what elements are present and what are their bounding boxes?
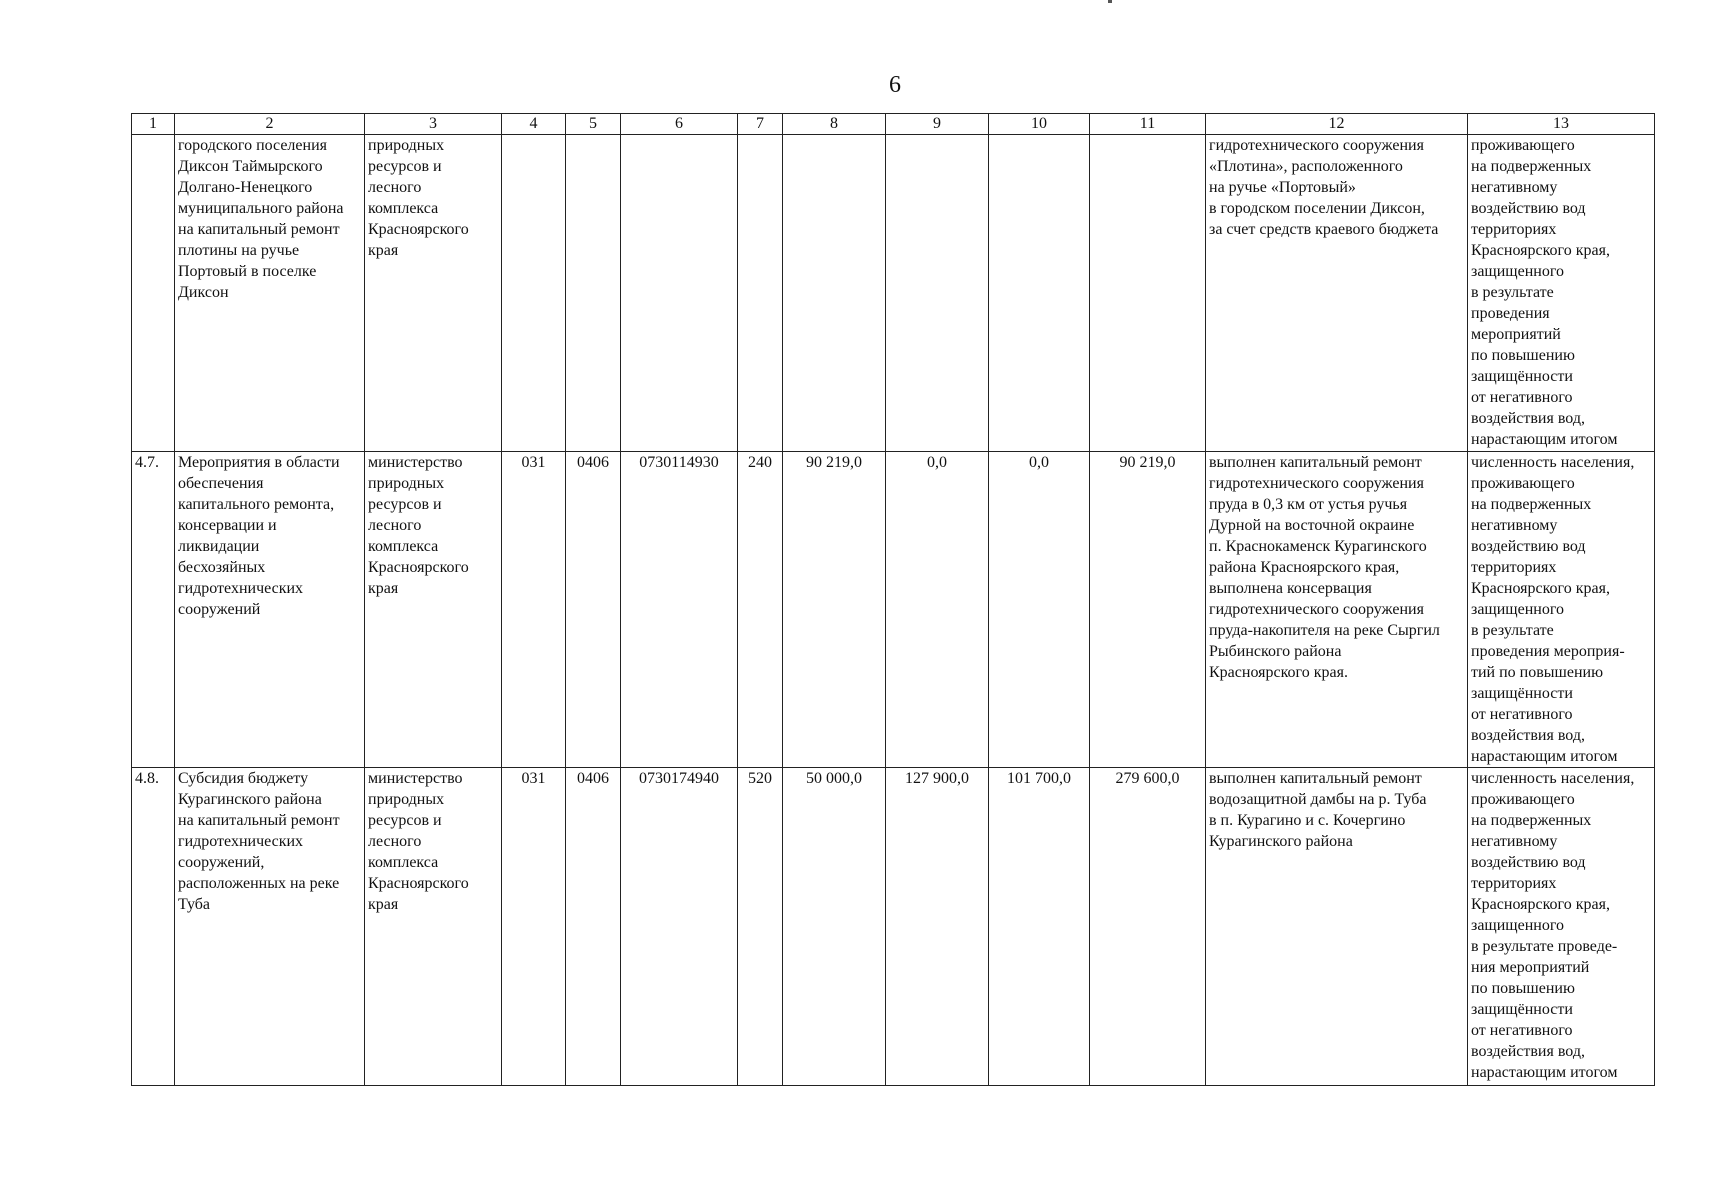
- responsible-org: министерство природных ресурсов и лесного комплекса Красноярского края: [365, 768, 502, 1086]
- amount-col-10: 0,0: [989, 452, 1090, 768]
- code-rzpr: 0406: [566, 452, 621, 768]
- code-rzpr: [566, 135, 621, 452]
- amount-col-11: [1090, 135, 1206, 452]
- code-grbs: 031: [502, 768, 566, 1086]
- col-header-8: 8: [783, 114, 886, 135]
- code-csr: [621, 135, 738, 452]
- amount-col-10: [989, 135, 1090, 452]
- expected-result: выполнен капитальный ремонт водозащитной дамбы на р. Туба в п. Курагино и с. Кочергино Курагинского района: [1206, 768, 1468, 1086]
- table-row: [132, 768, 1655, 1086]
- col-header-6: 6: [621, 114, 738, 135]
- table-row: [132, 135, 1655, 452]
- row-number: 4.8.: [132, 768, 175, 1086]
- col-header-3: 3: [365, 114, 502, 135]
- col-header-13: 13: [1468, 114, 1655, 135]
- indicator: численность населения, проживающего на подверженных негативному воздействию вод территориях Красноярского края, защищенного в результате проведения мероприя- тий по повышению защищённости от негативного воздействия вод, нарастающим итогом: [1468, 452, 1655, 768]
- code-grbs: 031: [502, 452, 566, 768]
- col-header-4: 4: [502, 114, 566, 135]
- col-header-1: 1: [132, 114, 175, 135]
- measure-name: городского поселения Диксон Таймырского Долгано-Ненецкого муниципального района на капитальный ремонт плотины на ручье Портовый в поселке Диксон: [175, 135, 365, 452]
- amount-col-10: 101 700,0: [989, 768, 1090, 1086]
- row-number: 4.7.: [132, 452, 175, 768]
- budget-table: [131, 113, 1655, 1086]
- measure-name: Мероприятия в области обеспечения капитального ремонта, консервации и ликвидации бесхозяйных гидротехнических сооружений: [175, 452, 365, 768]
- col-header-7: 7: [738, 114, 783, 135]
- col-header-11: 11: [1090, 114, 1206, 135]
- amount-col-8: 90 219,0: [783, 452, 886, 768]
- amount-col-9: 0,0: [886, 452, 989, 768]
- code-rzpr: 0406: [566, 768, 621, 1086]
- indicator: численность населения, проживающего на подверженных негативному воздействию вод территориях Красноярского края, защищенного в результате проведе- ния мероприятий по повышению защищённости от негативного воздействия вод, нарастающим итогом: [1468, 768, 1655, 1086]
- table-header-row: [132, 114, 1655, 135]
- col-header-2: 2: [175, 114, 365, 135]
- row-number: [132, 135, 175, 452]
- code-vr: [738, 135, 783, 452]
- amount-col-11: 90 219,0: [1090, 452, 1206, 768]
- amount-col-9: [886, 135, 989, 452]
- measure-name: Субсидия бюджету Курагинского района на капитальный ремонт гидротехнических сооружений, расположенных на реке Туба: [175, 768, 365, 1086]
- code-csr: 0730174940: [621, 768, 738, 1086]
- responsible-org: министерство природных ресурсов и лесного комплекса Красноярского края: [365, 452, 502, 768]
- code-vr: 520: [738, 768, 783, 1086]
- responsible-org: природных ресурсов и лесного комплекса Красноярского края: [365, 135, 502, 452]
- amount-col-11: 279 600,0: [1090, 768, 1206, 1086]
- scan-mark: [1108, 0, 1112, 3]
- code-grbs: [502, 135, 566, 452]
- indicator: проживающего на подверженных негативному воздействию вод территориях Красноярского края, защищенного в результате проведения мероприятий по повышению защищённости от негативного воздействия вод, нарастающим итогом: [1468, 135, 1655, 452]
- code-csr: 0730114930: [621, 452, 738, 768]
- col-header-9: 9: [886, 114, 989, 135]
- col-header-10: 10: [989, 114, 1090, 135]
- amount-col-8: [783, 135, 886, 452]
- code-vr: 240: [738, 452, 783, 768]
- col-header-5: 5: [566, 114, 621, 135]
- expected-result: гидротехнического сооружения «Плотина», расположенного на ручье «Портовый» в городском поселении Диксон, за счет средств краевого бюджета: [1206, 135, 1468, 452]
- col-header-12: 12: [1206, 114, 1468, 135]
- expected-result: выполнен капитальный ремонт гидротехнического сооружения пруда в 0,3 км от устья ручья Дурной на восточной окраине п. Краснокаменск Курагинского района Красноярского края, выполнена консервация гидротехнического сооружения пруда-накопителя на реке Сыргил Рыбинского района Красноярского края.: [1206, 452, 1468, 768]
- page-number: 6: [889, 72, 901, 98]
- table-row: [132, 452, 1655, 768]
- amount-col-8: 50 000,0: [783, 768, 886, 1086]
- amount-col-9: 127 900,0: [886, 768, 989, 1086]
